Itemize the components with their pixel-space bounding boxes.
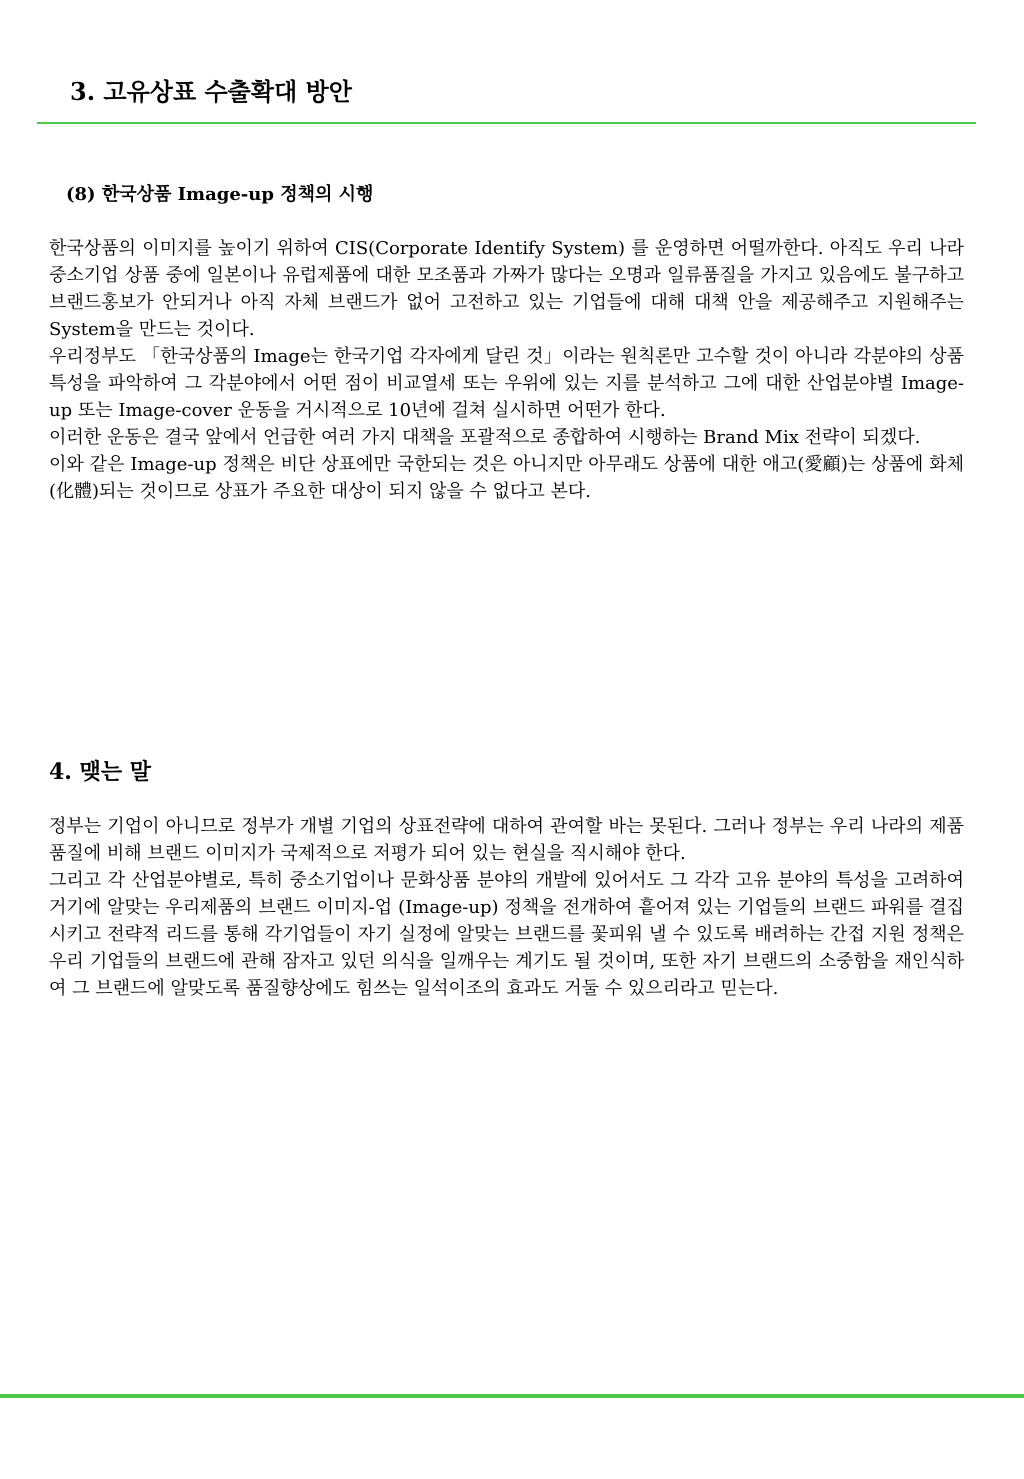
paragraph: 우리정부도 「한국상품의 Image는 한국기업 각자에게 달린 것」이라는 원칙론만 고수할 것이 아니라 각분야의 상품특성을 파악하여 그 각분야에서 어떤 점이 비교열세 또는 우위에 있는 지를 분석하고 그에 대한 산업분야별 Image-up 또는 Image-cover 운동을 거시적으로 10년에 걸쳐 실시하면 어떤가 한다.	[49, 346, 964, 421]
section-3-title: 3. 고유상표 수출확대 방안	[70, 77, 352, 106]
top-divider	[37, 122, 976, 124]
section-3-body	[49, 235, 964, 505]
section-4-body	[49, 813, 964, 1002]
paragraph: 이와 같은 Image-up 정책은 비단 상표에만 국한되는 것은 아니지만 아무래도 상품에 대한 애고(愛顧)는 상품에 화체(化體)되는 것이므로 상표가 주요한 대상이 되지 않을 수 없다고 본다.	[49, 454, 964, 502]
section-3-subheading: (8) 한국상품 Image-up 정책의 시행	[66, 184, 374, 205]
section-4-title: 4. 맺는 말	[49, 759, 152, 785]
paragraph: 그리고 각 산업분야별로, 특히 중소기업이나 문화상품 분야의 개발에 있어서도 그 각각 고유 분야의 특성을 고려하여 거기에 알맞는 우리제품의 브랜드 이미지-업 (Image-up) 정책을 전개하여 흩어져 있는 기업들의 브랜드 파워를 결집시키고 전략적 리드를 통해 각기업들이 자기 실정에 알맞는 브랜드를 꽃피워 낼 수 있도록 배려하는 간접 지원 정책은 우리 기업들의 브랜드에 관해 잠자고 있던 의식을 일깨우는 계기도 될 것이며, 또한 자기 브랜드의 소중함을 재인식하여 그 브랜드에 알맞도록 품질향상에도 힘쓰는 일석이조의 효과도 거둘 수 있으리라고 믿는다.	[49, 870, 964, 999]
paragraph: 이러한 운동은 결국 앞에서 언급한 여러 가지 대책을 포괄적으로 종합하여 시행하는 Brand Mix 전략이 되겠다.	[49, 427, 921, 448]
paragraph: 한국상품의 이미지를 높이기 위하여 CIS(Corporate Identify System) 를 운영하면 어떨까한다. 아직도 우리 나라 중소기업 상품 중에 일본이나 유럽제품에 대한 모조품과 가짜가 많다는 오명과 일류품질을 가지고 있음에도 불구하고 브랜드홍보가 안되거나 아직 자체 브랜드가 없어 고전하고 있는 기업들에 대해 대책 안을 제공해주고 지원해주는 System을 만드는 것이다.	[49, 238, 964, 340]
bottom-divider	[0, 1394, 1024, 1398]
paragraph: 정부는 기업이 아니므로 정부가 개별 기업의 상표전략에 대하여 관여할 바는 못된다. 그러나 정부는 우리 나라의 제품 품질에 비해 브랜드 이미지가 국제적으로 저평가 되어 있는 현실을 직시해야 한다.	[49, 816, 964, 864]
